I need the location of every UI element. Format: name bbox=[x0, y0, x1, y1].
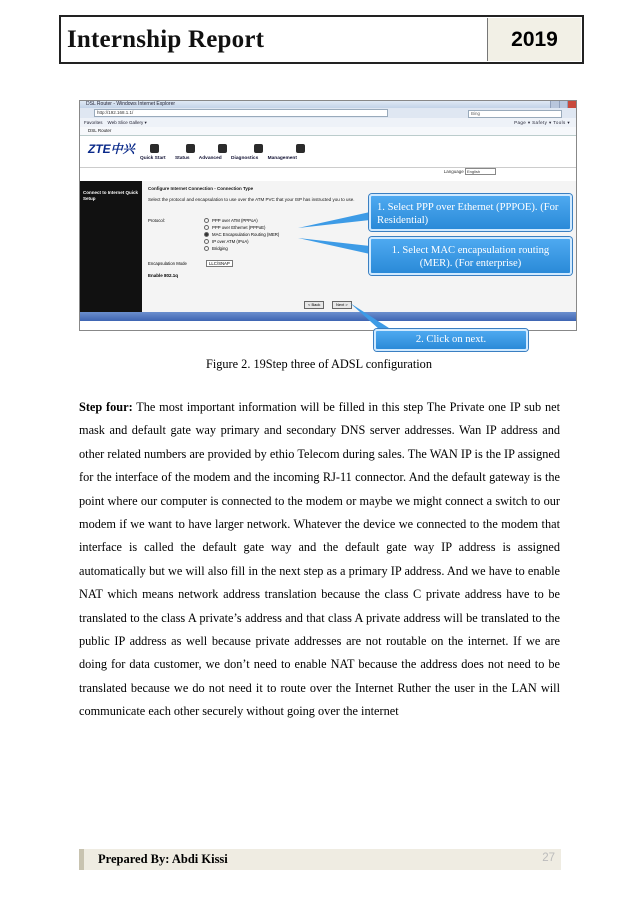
callout-next: 2. Click on next. bbox=[374, 329, 528, 351]
main-description: Select the protocol and encapsulation to use over the ATM PVC that your ISP has instructed you to use. bbox=[148, 196, 355, 202]
quick-start-icon bbox=[150, 144, 159, 153]
page-footer bbox=[79, 849, 561, 870]
router-nav bbox=[140, 156, 305, 161]
minimize-icon bbox=[550, 101, 559, 108]
language-select: English bbox=[465, 168, 496, 175]
web-slice-label: Web Slice Gallery ▾ bbox=[107, 120, 147, 125]
language-label: Language bbox=[443, 169, 464, 174]
window-controls bbox=[550, 101, 576, 108]
figure-caption: Figure 2. 19Step three of ADSL configuration bbox=[206, 357, 432, 371]
protocol-label: Protocol: bbox=[148, 218, 165, 223]
nav-status: Status bbox=[174, 156, 190, 161]
language-row bbox=[80, 168, 576, 176]
encapsulation-label: Encapsulation Mode bbox=[148, 261, 187, 266]
zte-logo: ZTE中兴 bbox=[88, 142, 135, 156]
favorites-bar bbox=[80, 118, 576, 127]
nav-diagnostics: Diagnostics bbox=[231, 156, 259, 161]
protocol-option: MAC Encapsulation Routing (MER) bbox=[204, 232, 279, 237]
page-header bbox=[59, 15, 584, 64]
page-number: 27 bbox=[542, 852, 555, 864]
nav-quick-start: Quick Start bbox=[140, 156, 166, 161]
diagnostics-icon bbox=[254, 144, 263, 153]
callout-pppoe: 1. Select PPP over Ethernet (PPPOE). (For Residential) bbox=[369, 194, 572, 231]
main-heading: Configure Internet Connection - Connection Type bbox=[148, 186, 254, 191]
browser-tab: DSL Router bbox=[80, 127, 576, 136]
management-icon bbox=[296, 144, 305, 153]
report-year: 2019 bbox=[487, 18, 581, 61]
favorites-label: Favorites bbox=[84, 120, 103, 125]
nav-advanced: Advanced bbox=[198, 156, 222, 161]
step-four-lead: Step four: bbox=[79, 400, 133, 414]
back-button: < Back bbox=[304, 301, 324, 309]
browser-tools: Page ▾ Safety ▾ Tools ▾ bbox=[514, 120, 570, 125]
address-bar: http://192.168.1.1/ bbox=[94, 109, 388, 117]
prepared-by: Prepared By: Abdi Kissi bbox=[98, 852, 228, 866]
report-title: Internship Report bbox=[67, 26, 265, 53]
enable-8021q-label: Enable 802.1q bbox=[148, 273, 179, 278]
protocol-option: PPP over Ethernet (PPPoE) bbox=[204, 225, 265, 230]
browser-title-bar bbox=[80, 101, 576, 108]
advanced-icon bbox=[218, 144, 227, 153]
close-icon bbox=[567, 101, 576, 108]
window-title: DSL Router - Windows Internet Explorer bbox=[86, 101, 176, 107]
router-sidebar: Connect to Internet Quick Setup bbox=[80, 181, 142, 321]
next-button: Next > bbox=[332, 301, 352, 309]
encapsulation-select: LLC/SNAP bbox=[206, 260, 233, 267]
protocol-option: PPP over ATM (PPPoA) bbox=[204, 218, 258, 223]
address-row bbox=[80, 108, 576, 118]
status-bar bbox=[80, 312, 576, 321]
maximize-icon bbox=[559, 101, 568, 108]
protocol-option: Bridging bbox=[204, 246, 228, 251]
search-box: Bing bbox=[468, 110, 562, 118]
protocol-option: IP over ATM (IPoA) bbox=[204, 239, 249, 244]
router-main bbox=[148, 186, 368, 202]
step-four-paragraph bbox=[79, 396, 560, 724]
router-header bbox=[80, 136, 576, 168]
status-icon bbox=[186, 144, 195, 153]
nav-management: Management bbox=[267, 156, 297, 161]
nav-icons bbox=[146, 144, 316, 154]
callout-mer: 1. Select MAC encapsulation routing (MER). (For enterprise) bbox=[369, 237, 572, 275]
step-four-body: The most important information will be filled in this step The Private one IP sub net mask and default gate way primary and secondary DNS server addresses. Wan IP address and other related numbers are provided by ethio Telecom during sales. The WAN IP is the IP assigned for the interface of the modem and the incoming RJ-11 connector. And the default gateway is the point where our computer is connected to the modem or maybe we might connect a switch to our modem if we want to have larger network. Whatever the device we connected to the modem that interface is called the default gate way and the default gate way IP address is assigned automatically but we will also fill in the next step as a primary IP address. And we have to enable NAT which means network address translation because the class C private address have to be translated to the class A private’s address and that class A private address will be translated to the public IP address as well because private addresses are not routable on the internet. If we are doing for data customer, we don’t need to enable NAT because the address does not need to be translated because we do not need it to route over the Internet Ruther the user in the LAN will communicate each other securely without going over the internet bbox=[79, 400, 560, 719]
